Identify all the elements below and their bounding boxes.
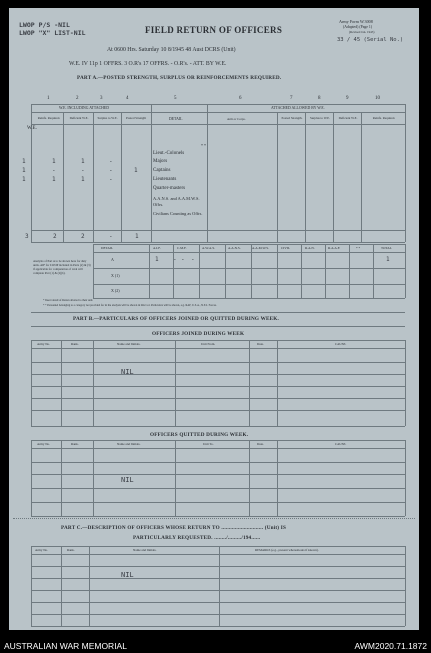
lower-header-aans: A.A.N.S. — [228, 246, 241, 250]
row-majors-c2: 1 — [52, 158, 56, 165]
joined-col-name: Name and Initials. — [117, 342, 141, 346]
row-captains-c2: - — [52, 167, 56, 174]
part-c-col-remarks: REMARKS (e.g., present whereabouts if known). — [255, 548, 319, 552]
col-number-1: 1 — [47, 96, 50, 101]
total-c4: - — [109, 233, 113, 240]
archive-footer — [0, 634, 431, 653]
footer-institution: AUSTRALIAN WAR MEMORIAL — [4, 641, 127, 651]
quitted-col-rank: Rank. — [71, 442, 79, 446]
time-date-unit-line: At 0600 Hrs. Saturday 10 8/1945 48 Aust DCRS (Unit) — [107, 47, 236, 53]
army-form-number: Army Form W.3008 — [339, 19, 373, 24]
header-att-deficient: Deficient W.E. — [338, 116, 358, 120]
quitted-nil-entry: NIL — [121, 476, 134, 484]
total-c2: 2 — [53, 233, 57, 240]
header-att-reinfs: Reinfs. Required. — [372, 116, 396, 120]
row-lieutenants-c2: 1 — [52, 176, 56, 183]
part-b-title: PART B.—PARTICULARS OF OFFICERS JOINED OR QUITTED DURING WEEK. — [73, 316, 280, 322]
col-number-2: 2 — [76, 96, 79, 101]
row-a-aif: 1 — [155, 256, 159, 263]
row-majors-c3: 1 — [81, 158, 85, 165]
header-att-posted-strength: Posted Strength. — [281, 116, 303, 120]
rank-lieutenants: Lieutenants — [153, 177, 177, 182]
header-reinfs-required: Reinfs. Required. — [37, 116, 61, 120]
row-a-cmf: - — [173, 256, 177, 263]
footnote-ration: * Insert detail of Ration allotted to their unit. — [43, 299, 94, 302]
header-posted-strength: Posted Strength — [125, 116, 147, 120]
lower-row-x1: X (1) — [111, 273, 120, 278]
part-c-col-rank: Rank. — [67, 548, 75, 552]
rank-aans-aamws: A.A.N.S. and A.A.M.W.S. Offrs. — [153, 196, 200, 207]
row-captains-c4: - — [109, 167, 113, 174]
row-lieutenants-c1: 1 — [22, 176, 26, 183]
group-attached-allowed: ATTACHED ALLOWED BY W.E. — [271, 106, 325, 110]
we-side-label: W.E. — [27, 126, 37, 131]
stamp-line-1: LWOP P/S -NIL — [19, 21, 70, 29]
col-number-7: 7 — [290, 96, 293, 101]
revised-note: (Revised Jan. 1943) — [349, 30, 375, 34]
col-number-3: 3 — [100, 96, 103, 101]
analysis-note: Analysis of Part A to be shown here for duty units. AIF for LWOP included in Parts (2) & (3) if applicable for computation of total will complete Part (1) & (2)(b). — [33, 259, 91, 275]
lower-header-aif: A.I.F. — [153, 246, 161, 250]
joined-col-unit-from: Unit From. — [201, 342, 216, 346]
lower-header-awas: A.W.A.S. — [202, 246, 216, 250]
joined-nil-entry: NIL — [121, 368, 134, 376]
lower-row-a: A — [111, 257, 114, 262]
asterisk-mark: * * — [201, 143, 206, 148]
header-detail: DETAIL — [169, 117, 183, 121]
lower-header-other: * * — [356, 246, 361, 250]
row-a-total: 1 — [386, 256, 390, 263]
row-majors-c4: - — [109, 158, 113, 165]
col-number-9: 9 — [346, 96, 349, 101]
col-number-8: 8 — [318, 96, 321, 101]
header-att-surplus: Surplus to W.E. — [309, 116, 330, 120]
part-c-col-army-no: Army No. — [35, 548, 48, 552]
part-c-subtitle: PARTICULARLY REQUESTED. ......../........./194...... — [133, 535, 261, 541]
quitted-col-date: Date. — [257, 442, 264, 446]
rank-quartermasters: Quarter-masters — [153, 186, 186, 191]
footer-accession-number: AWM2020.71.1872 — [354, 641, 427, 651]
form-sheet — [9, 8, 419, 630]
quitted-col-cause: CAUSE. — [335, 442, 347, 446]
quitted-col-unit-to: Unit To. — [203, 442, 214, 446]
joined-col-date: Date. — [257, 342, 264, 346]
col-number-6: 6 — [239, 96, 242, 101]
row-captains-c4b: 1 — [134, 167, 138, 174]
header-surplus-we: Surplus to W.E. — [97, 116, 118, 120]
total-c4b: 1 — [135, 233, 139, 240]
part-c-nil-entry: NIL — [121, 571, 134, 579]
total-c3: 2 — [81, 233, 85, 240]
row-lieutenants-c4: - — [109, 176, 113, 183]
header-arm-or-corps: Arm or Corps. — [227, 117, 246, 121]
joined-title: OFFICERS JOINED DURING WEEK — [152, 331, 245, 337]
quitted-title: OFFICERS QUITTED DURING WEEK. — [150, 432, 249, 438]
quitted-col-army-no: Army No. — [37, 442, 50, 446]
row-lieutenants-c3: 1 — [81, 176, 85, 183]
group-we-incl-attached: W.E. INCLUDING ATTACHED — [59, 106, 109, 110]
rank-majors: Majors — [153, 159, 168, 164]
serial-number: 33 / 45 (Serial No.) — [337, 37, 404, 43]
we-strength-line: W.E. IV 11p 1 OFFRS. 3 O.R's 17 OFFRS. - O.R's. - ATT. BY W.E. — [69, 61, 227, 67]
row-captains-c3: - — [81, 167, 85, 174]
lower-header-aamws: A.A.M.W.S. — [252, 246, 269, 250]
form-title: FIELD RETURN OF OFFICERS — [145, 25, 283, 35]
quitted-col-name: Name and Initials. — [117, 442, 141, 446]
rank-captains: Captains — [153, 168, 171, 173]
joined-col-army-no: Army No. — [37, 342, 50, 346]
lower-header-ran: R.A.N. — [305, 246, 315, 250]
footnote-categories: * * Personnel belonging to a category not provided for in the analysis will be shown in this Col. Particulars will be shown, e.g. RAF, U.S.A., N.E.I. Forces. — [43, 304, 217, 307]
rank-lieut-colonels: Lieut.-Colonels — [153, 151, 185, 156]
col-number-10: 10 — [375, 96, 380, 101]
joined-col-cause: CAUSE. — [335, 342, 347, 346]
lower-header-total: TOTAL — [381, 246, 392, 250]
rank-civilians: Civilians Counting as Offrs. — [153, 211, 203, 216]
part-c-col-name: Name and Initials. — [133, 548, 157, 552]
part-a-title: PART A.—POSTED STRENGTH, SURPLUS OR REINFORCEMENTS REQUIRED. — [77, 75, 282, 81]
part-c-title: PART C.—DESCRIPTION OF OFFICERS WHOSE RETURN TO ............................ (Unit) IS — [61, 525, 287, 531]
lower-header-raaf: R.A.A.F. — [328, 246, 341, 250]
lower-row-x2: X (2) — [111, 288, 120, 293]
row-captains-c1: 1 — [22, 167, 26, 174]
adapted-note: (Adapted) (Page 1) — [343, 25, 373, 29]
col-number-5: 5 — [174, 96, 177, 101]
lower-header-civil: CIVIL — [281, 246, 291, 250]
total-c1: 3 — [25, 233, 29, 240]
header-deficient-we: Deficient W.E. — [69, 116, 89, 120]
row-a-dash-3: - — [191, 256, 195, 263]
row-a-dash-2: - — [181, 256, 185, 263]
row-majors-c1: 1 — [22, 158, 26, 165]
stamp-line-2: LWOP "X" LIST-NIL — [19, 29, 86, 37]
lower-header-cmf: C.M.F. — [177, 246, 187, 250]
joined-col-rank: Rank. — [71, 342, 79, 346]
lower-header-detail: DETAIL — [101, 246, 113, 250]
col-number-4: 4 — [126, 96, 129, 101]
